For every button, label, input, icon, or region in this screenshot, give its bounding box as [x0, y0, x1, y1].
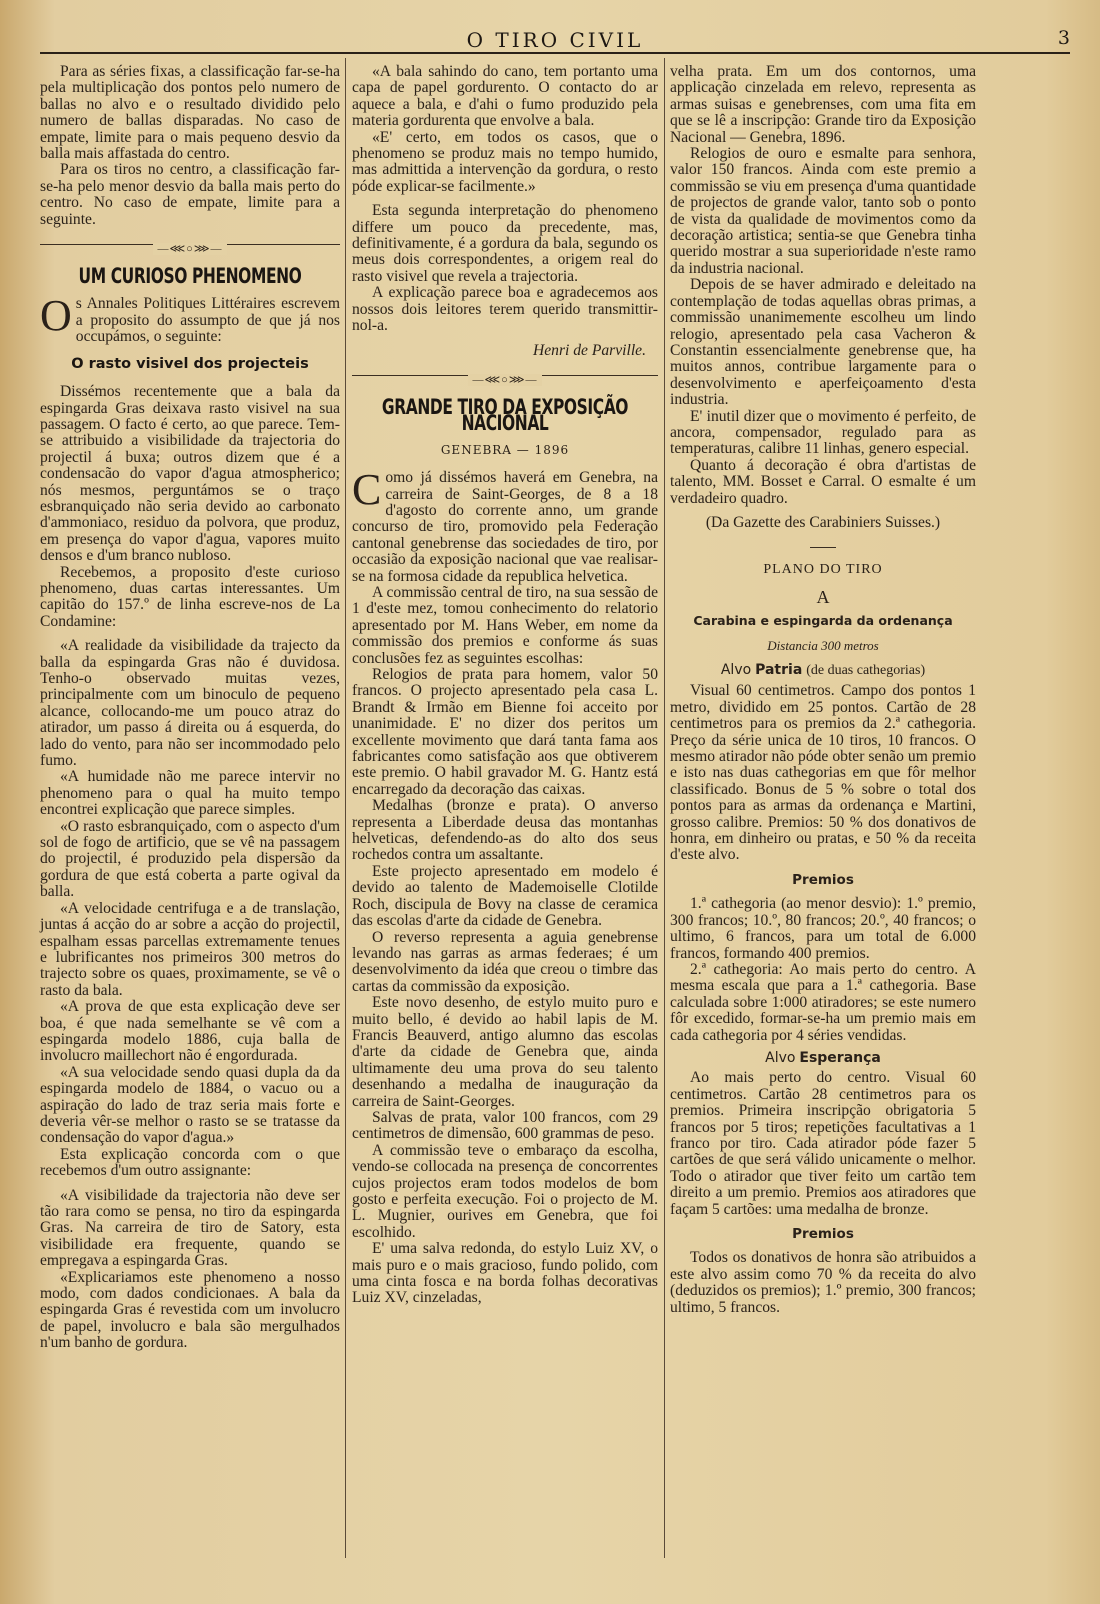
paragraph: Esta segunda interpretação do phenomeno differe um pouco da precedente, mas, definitivamente, é a gordura da bala, segundo os meus dois correspondentes, a origem real do rasto visivel que revela a trajectoria.: [352, 202, 658, 285]
paragraph: Depois de se haver admirado e deleitado na contemplação de todas aquellas obras primas, a commissão unanimemente escolheu um lindo relogio, apresentado pela casa Vacheron & Constantin essencialmente genebrense que, ha muitos annos, contribue largamente para o desenvolvimento e aperfeiçoamento d'esta industria.: [670, 276, 976, 409]
paragraph: Este novo desenho, de estylo muito puro e muito bello, é devido ao habil lapis de M. Francis Beauverd, antigo alumno das escolas d'arte da cidade de Genebra que, ainda ultimamente deu uma prova do seu talento desenhando a medalha de inauguração da carreira de Saint-Georges.: [352, 994, 658, 1110]
paragraph: Relogios de ouro e esmalte para senhora, valor 150 francos. Ainda com este premio a commissão se viu em presença d'uma quantidade de projectos de grande valor, tanto sob o ponto de vista da qualidade de movimentos como da decoração artistica; sentia-se que Genebra tinha querido mostrar a sua superioridade n'este ramo da industria nacional.: [670, 145, 976, 277]
section-letter: A: [816, 586, 830, 607]
page-number: 3: [1057, 27, 1070, 49]
article-subhead: O rasto visivel dos projecteis: [71, 355, 309, 372]
section-subtitle: Carabina e espingarda da ordenança: [693, 613, 953, 629]
paragraph: 2.ª cathegoria: Ao mais perto do centro. A mesma escala que para a 1.ª cathegoria. Base calculada sobre 1:000 atiradores; se este numero fôr excedido, formar-se-ha um premio mais em cada cathegoria por 4 séries vendidas.: [670, 960, 976, 1044]
paragraph: Dissémos recentemente que a bala da espingarda Gras deixava rasto visivel na sua passagem. O facto é certo, ao que parece. Tem-se attribuido a visibilidade da trajectoria do projectil á buxa; outros dizem que é a condensacão do vapor d'agua atmospherico; nós mesmos, perguntámos se o traço esbranquiçado não seria devido ao carbonato d'ammoniaco, residuo da polvora, que produz, em presença do vapor d'agua, vapores muito densos e d'um branco nubloso.: [40, 383, 340, 565]
distance-label: Distancia 300 metros: [767, 637, 879, 653]
paragraph: Relogios de prata para homem, valor 50 francos. O projecto apresentado pela casa L. Brandt & Irmão em Bienne foi acceito por unanimidade. E' no dizer dos peritos um excellente movimento que dará tanta fama aos fabricantes como satisfação aos que obtiverem este premio. O habil gravador M. G. Hantz está encarregado da decoração das caixas.: [352, 666, 658, 798]
paragraph: Para os tiros no centro, a classificação far-se-ha pelo menor desvio da balla mais perto do centro. No caso de empate, limite para a seguinte.: [40, 161, 340, 228]
article-dateline: GENEBRA — 1896: [440, 442, 570, 457]
prizes-heading: Premios: [792, 871, 854, 888]
drop-cap: C: [352, 465, 382, 515]
paragraph: «A sua velocidade sendo quasi dupla da da espingarda modelo de 1884, o vacuo ou a aspiração do lado de traz seria mais forte e deveria vêr-se melhor o rasto se se tratasse da condensação do vapor d'agua.»: [40, 1063, 340, 1147]
author-signature: Henri de Parville.: [532, 341, 646, 359]
ornament-divider: —⋘○⋙—: [352, 371, 658, 381]
column-1: [40, 64, 340, 1352]
target-heading-patria: Alvo Patria (de duas cathegorias): [720, 662, 926, 678]
paragraph: «O rasto esbranquiçado, com o aspecto d'um sol de fogo de artificio, que se vê na passagem do projectil, é produzido pela dispersão da gordura de que está coberta a parte ogival da balla.: [40, 817, 340, 901]
page-header: [40, 24, 1070, 54]
paragraph: A commissão teve o embaraço da escolha, vendo-se collocada na presença de concorrentes cujos projectos eram todos modelos de bom gosto e perfeita execução. Foi o projecto de M. L. Mugnier, ourives em Genebra, que foi escolhido.: [352, 1141, 658, 1241]
paragraph: 1.ª cathegoria (ao menor desvio): 1.º premio, 300 francos; 10.º, 80 francos; 20.º, 40 francos; o ultimo, 6 francos, para um total de 6.000 francos, formando 400 premios.: [670, 895, 976, 962]
short-divider: [810, 547, 836, 548]
prizes-heading: Premios: [792, 1226, 854, 1242]
paragraph: O reverso representa a aguia genebrense levando nas garras as armas federaes; é um desenvolvimento da idéa que creou o timbre das cartas da commissão da exposição.: [352, 928, 658, 995]
column-rule: [345, 58, 346, 1558]
section-title: PLANO DO TIRO: [763, 562, 883, 578]
target-heading-esperanca: Alvo Esperança: [765, 1049, 881, 1066]
paragraph: Recebemos, a proposito d'este curioso phenomeno, duas cartas interessantes. Um capitão do 157.º de linha escreve-nos de La Condamine:: [40, 563, 340, 630]
ornament-divider: —⋘○⋙—: [40, 240, 340, 250]
paragraph: Visual 60 centimetros. Campo dos pontos 1 metro, dividido em 25 pontos. Cartão de 28 centimetros para os premios da 2.ª cathegoria. Preço da série unica de 10 tiros, 10 francos. O mesmo atirador não póde obter senão um premio e isto nas duas cathegorias em que fôr melhor classificado. Bonus de 5 % sobre o total dos pontos para as armas da ordenança e Martini, grosso calibre. Premios: 50 % dos donativos de honra, em dinheiro ou pratas, e 50 % da receita d'este alvo.: [670, 682, 976, 864]
paragraph: «E' certo, em todos os casos, que o phenomeno se produz mais no tempo humido, mas admittida a intervenção da gordura, o resto póde explicar-se facilmente.»: [352, 128, 658, 195]
paragraph: «A visibilidade da trajectoria não deve ser tão rara como se pensa, no tiro da espingarda Gras. Na carreira de tiro de Satory, esta visibilidade era frequente, quando se empregava a espingarda Gras.: [40, 1186, 340, 1270]
article-intro: Os Annales Politiques Littéraires escrevem a proposito do assumpto de que já nos occupámos, o seguinte:: [40, 291, 340, 346]
article-headline: GRANDE TIRO DA EXPOSIÇÃO NACIONAL: [381, 394, 629, 436]
paragraph: «A humidade não me parece intervir no phenomeno para o qual ha muito tempo encontrei explicação que parece simples.: [40, 768, 340, 819]
paragraph: Todos os donativos de honra são atribuidos a este alvo assim como 70 % da receita do alvo (deduzidos os premios); 1.º premio, 300 francos; ultimo, 5 francos.: [670, 1249, 976, 1316]
paragraph: Medalhas (bronze e prata). O anverso representa a Liberdade deusa das montanhas helveticas, defendendo-as do alto dos seus rochedos contra um assaltante.: [352, 797, 658, 864]
paragraph: Salvas de prata, valor 100 francos, com 29 centimetros de dimensão, 600 grammas de peso.: [352, 1108, 658, 1143]
article-intro: Como já dissémos haverá em Genebra, na carreira de Saint-Georges, de 8 a 18 d'agosto do corrente anno, um grande concurso de tiro, promovido pela Federação cantonal genebrense das sociedades de tiro, por occasião da exposição nacional que vae realisar-se na formosa cidade da republica helvetica.: [352, 465, 658, 585]
paragraph: Para as séries fixas, a classificação far-se-ha pela multiplicação dos pontos pelo numero de ballas no alvo e o resultado dividido pelo numero de ballas disparadas. No caso de empate, limite para o mais pequeno desvio da balla mais affastada do centro.: [40, 63, 340, 163]
column-3: [670, 64, 976, 1316]
paragraph: velha prata. Em um dos contornos, uma applicação cinzelada em relevo, representa as armas suisas e genebrenses, com uma fita em que se lê a inscripção: Grande tiro da Exposição Nacional — Genebra, 1896.: [670, 63, 976, 146]
paragraph: «A velocidade centrifuga e a de translação, juntas á acção do ar sobre a acção do projectil, espalham essas parcellas extremamente tenues e lubrificantes nos primeiros 300 metros do trajecto sobre os quaes, proximamente, se vê o rasto da bala.: [40, 899, 340, 999]
column-rule: [664, 58, 665, 1558]
paragraph: Ao mais perto do centro. Visual 60 centimetros. Cartão 28 centimetros para os premios. Primeira inscripção obrigatoria 5 francos por 5 tiros; repetições facultativas a 1 franco por tiro. Cada atirador póde fazer 5 cartões de que será válido unicamente o melhor. Todo o atirador que tiver feito um cartão tem direito a um premio. Premios aos atiradores que façam 5 cartões: uma medalha de bronze.: [670, 1069, 976, 1218]
paragraph: «A bala sahindo do cano, tem portanto uma capa de papel gordurento. O contacto do ar aquece a bala, e d'ahi o fumo produzido pela materia gordurenta que envolve a bala.: [352, 63, 658, 130]
paragraph: «Explicariamos este phenomeno a nosso modo, com dados condicionaes. A bala da espingarda Gras é revestida com um involucro de papel, involucro e bala são mergulhados n'um banho de gordura.: [40, 1268, 340, 1352]
paragraph: Este projecto apresentado em modelo é devido ao talento de Mademoiselle Clotilde Roch, discipula de Bovy na classe de ceramica das escolas d'arte da cidade de Genebra.: [352, 862, 658, 930]
newspaper-title: O TIRO CIVIL: [466, 28, 644, 52]
drop-cap: O: [40, 291, 72, 341]
paragraph: A explicação parece boa e agradecemos aos nossos dois leitores terem querido transmittir-nol-a.: [352, 284, 658, 335]
article-headline: UM CURIOSO PHENOMENO: [78, 264, 302, 289]
paragraph: E' uma salva redonda, do estylo Luiz XV, o mais puro e o mais gracioso, fundo polido, com uma cinta fosca e na borda folhas decorativas Luiz XV, cinzeladas,: [352, 1240, 658, 1307]
column-2: [352, 64, 658, 1307]
source-citation: (Da Gazette des Carabiniers Suisses.): [705, 513, 941, 531]
paragraph: Esta explicação concorda com o que recebemos d'um outro assignante:: [40, 1145, 340, 1180]
paragraph: Quanto á decoração é obra d'artistas de talento, MM. Bosset e Carral. O esmalte é um verdadeiro quadro.: [670, 456, 976, 507]
paragraph: «A prova de que esta explicação deve ser boa, é que nada semelhante se vê com a espingarda modelo 1886, cuja balla de involucro maillechort não é engordurada.: [40, 998, 340, 1065]
paragraph: E' inutil dizer que o movimento é perfeito, de ancora, compensador, regulado para as temperaturas, calibre 11 linhas, genero especial.: [670, 407, 976, 458]
paragraph: «A realidade da visibilidade da trajecto da balla da espingarda Gras não é duvidosa. Tenho-o observado muitas vezes, principalmente com um binoculo de pequeno alcance, collocando-me um pouco atraz do atirador, um passo á direita ou á esquerda, do lado do vento, para não ser incommodado pelo fumo.: [40, 637, 340, 770]
paragraph: A commissão central de tiro, na sua sessão de 1 d'este mez, tomou conhecimento do relatorio apresentado por M. Hans Weber, em nome da commissão dos premios e conforme ás suas conclusões fez as seguintes escolhas:: [352, 583, 658, 667]
